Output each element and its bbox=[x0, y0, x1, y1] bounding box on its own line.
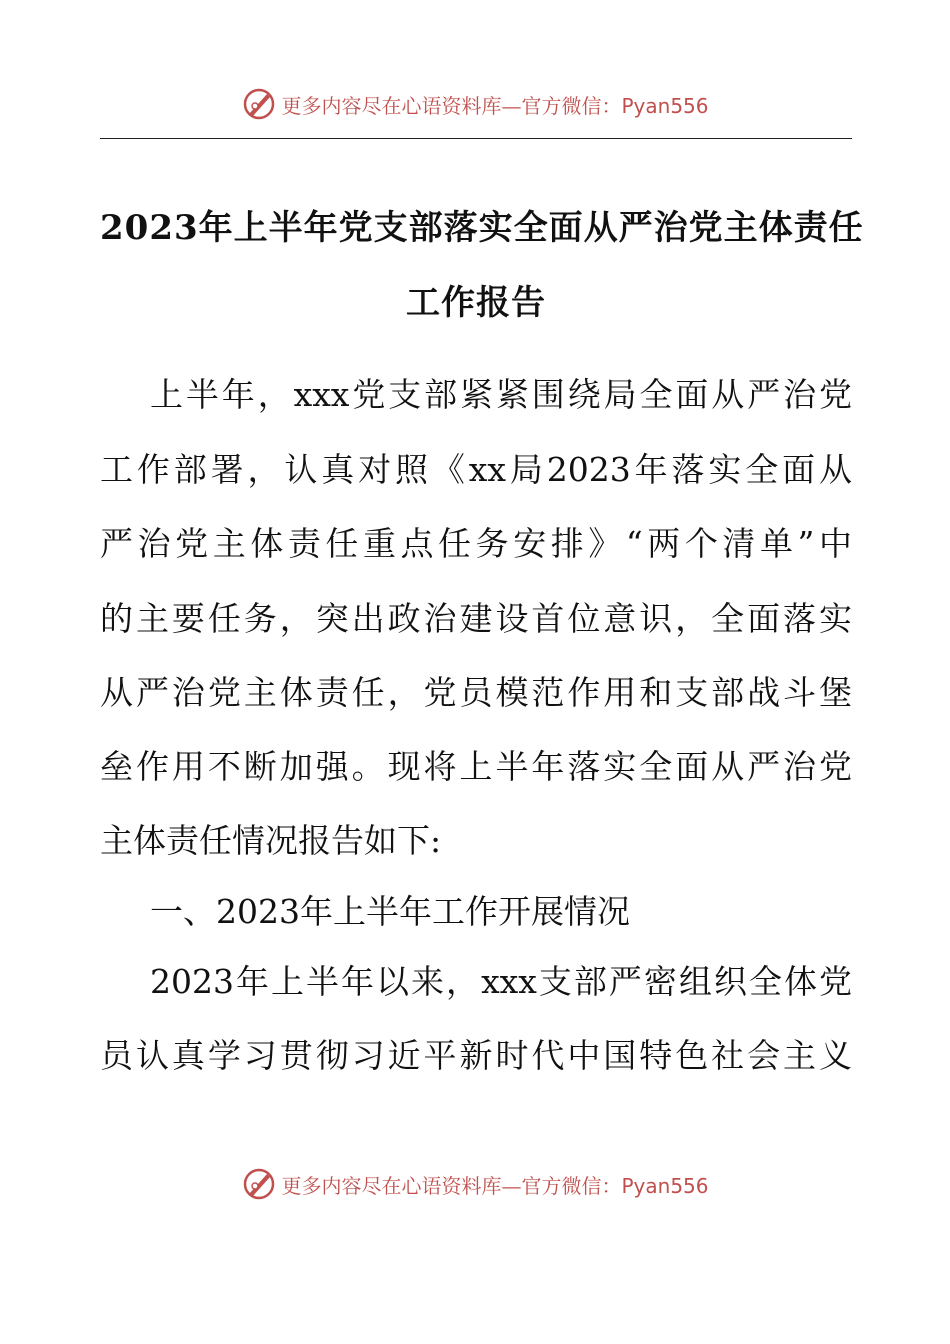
body-line-9: 2023年上半年以来，xxx支部严密组织全体党 bbox=[150, 962, 852, 1001]
body-line-1: 上半年，xxx党支部紧紧围绕局全面从严治党 bbox=[150, 375, 852, 414]
body-line-2: 工作部署，认真对照《xx局2023年落实全面从 bbox=[100, 450, 852, 489]
body-line-3: 严治党主体责任重点任务安排》“两个清单”中 bbox=[100, 524, 852, 563]
document-title-line-1: 2023年上半年党支部落实全面从严治党主体责任 bbox=[100, 208, 864, 248]
body-line-5: 从严治党主体责任，党员模范作用和支部战斗堡 bbox=[100, 673, 852, 712]
header-watermark-text: 更多内容尽在心语资料库—官方微信：Pyan556 bbox=[281, 93, 709, 118]
pen-logo-icon bbox=[241, 86, 277, 122]
header-divider bbox=[100, 138, 852, 139]
body-line-10: 员认真学习贯彻习近平新时代中国特色社会主义 bbox=[100, 1036, 852, 1075]
body-line-7: 主体责任情况报告如下: bbox=[100, 821, 442, 860]
body-line-6: 垒作用不断加强。现将上半年落实全面从严治党 bbox=[100, 747, 852, 786]
document-title-line-2: 工作报告 bbox=[406, 283, 546, 323]
pen-logo-icon bbox=[241, 1166, 277, 1202]
footer-watermark-text: 更多内容尽在心语资料库—官方微信：Pyan556 bbox=[281, 1173, 709, 1198]
section-heading-1: 一、2023年上半年工作开展情况 bbox=[150, 892, 630, 931]
body-line-4: 的主要任务，突出政治建设首位意识，全面落实 bbox=[100, 599, 852, 638]
header-watermark bbox=[0, 82, 950, 126]
footer-watermark bbox=[0, 1162, 950, 1206]
